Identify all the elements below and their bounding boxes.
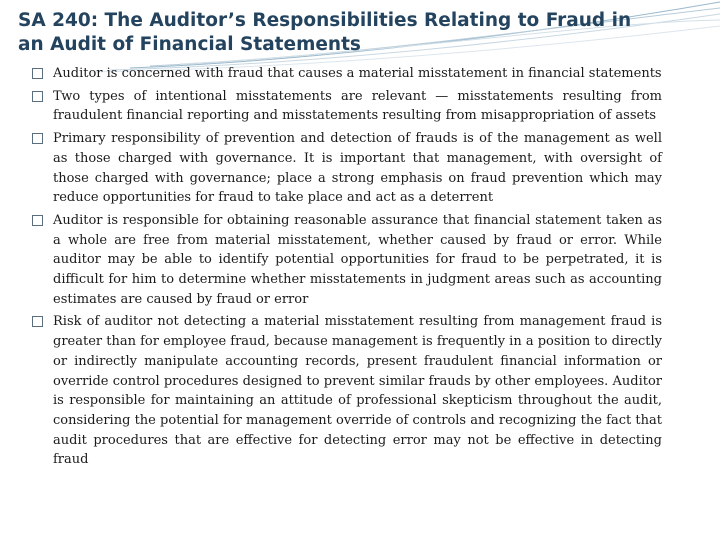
bullet-item [32, 64, 662, 84]
hollow-square-bullet-icon [32, 316, 43, 327]
bullet-item [32, 312, 662, 470]
bullet-text: Primary responsibility of prevention and detection of frauds is of the management as well as those charged with governance. It is important that management, with oversight of those charged with governance; place a strong emphasis on fraud prevention which may reduce opportunities for fraud to take place and act as a deterrent [53, 131, 662, 206]
bullet-text: Two types of intentional misstatements are relevant — misstatements resulting from fraudulent financial reporting and misstatements resulting from misappropriation of assets [53, 88, 662, 124]
bullet-text: Risk of auditor not detecting a material misstatement resulting from management fraud is greater than for employee fraud, because management is frequently in a position to directly or indirectly manipulate accounting records, present fraudulent financial information or override control procedures designed to prevent similar frauds by other employees. Auditor is responsible for maintaining an attitude of professional skepticism throughout the audit, considering the potential for management override of controls and recognizing the fact that audit procedures that are effective for detecting error may not be effective in detecting fraud [53, 314, 663, 468]
hollow-square-bullet-icon [32, 215, 43, 226]
bullet-list [32, 64, 662, 473]
hollow-square-bullet-icon [32, 68, 43, 79]
slide-title: SA 240: The Auditor’s Responsibilities Relating to Fraud in an Audit of Financial Statements [18, 10, 632, 55]
bullet-text: Auditor is responsible for obtaining reasonable assurance that financial statement taken as a whole are free from material misstatement, whether caused by fraud or error. While auditor may be able to identify potential opportunities for fraud to be perpetrated, it is difficult for him to determine whether misstatements in judgment areas such as accounting estimates are caused by fraud or error [53, 212, 662, 307]
hollow-square-bullet-icon [32, 133, 43, 144]
bullet-item [32, 87, 662, 126]
hollow-square-bullet-icon [32, 91, 43, 102]
bullet-item [32, 211, 662, 310]
bullet-text: Auditor is concerned with fraud that causes a material misstatement in financial statements [53, 66, 662, 81]
bullet-item [32, 129, 662, 208]
